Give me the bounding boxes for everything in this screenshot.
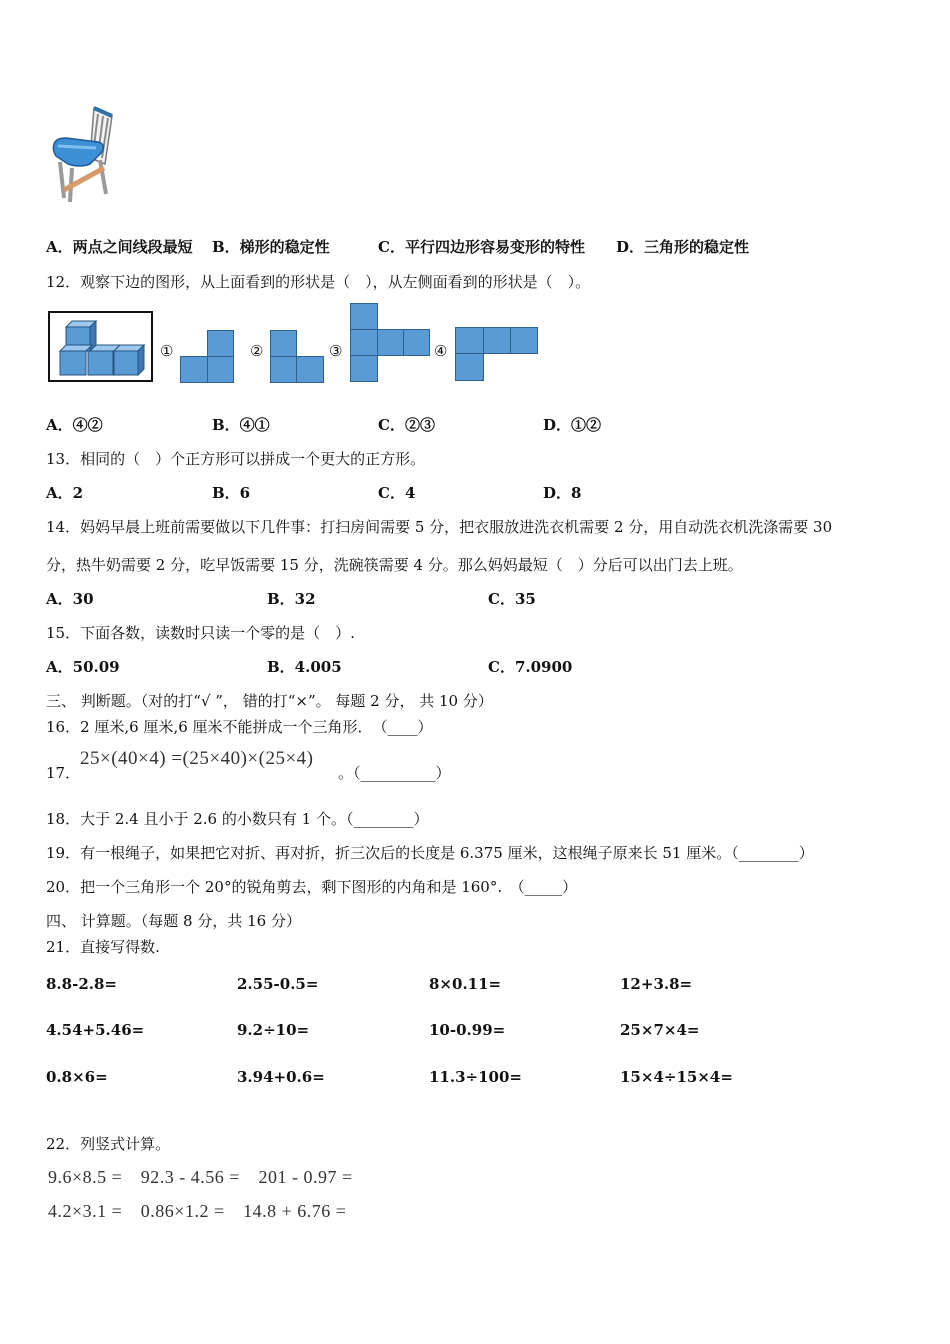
- chair-icon: [53, 108, 112, 202]
- q17-number: 17．: [46, 764, 81, 782]
- q14-line2: 分，热牛奶需要 2 分，吃早饭需要 15 分，洗碗筷需要 4 分。那么妈妈最短（ ）分后可以出门去上班。: [46, 556, 743, 574]
- q21-item: 12+3.8=: [620, 975, 693, 993]
- q14-option-c: C．35: [488, 590, 536, 608]
- q13-option-c: C．4: [378, 484, 416, 502]
- q21-item: 0.8×6=: [46, 1068, 108, 1086]
- q12-stem: 12．观察下边的图形，从上面看到的形状是（ ），从左侧面看到的形状是（ ）。: [46, 273, 591, 291]
- q13-option-b: B．6: [212, 484, 251, 502]
- q21-item: 8×0.11=: [429, 975, 502, 993]
- q19: 19．有一根绳子，如果把它对折、再对折，折三次后的长度是 6.375 厘米，这根绳子原来长 51 厘米。（________）: [46, 844, 814, 862]
- q15-stem: 15．下面各数，读数时只读一个零的是（ ）.: [46, 624, 355, 642]
- section3-title: 三、 判断题。（对的打“√ ”， 错的打“×”。 每题 2 分， 共 10 分）: [46, 692, 493, 710]
- q11-option-a: A．两点之间线段最短: [46, 238, 193, 256]
- q21-item: 25×7×4=: [620, 1021, 700, 1039]
- q21-item: 9.2÷10=: [237, 1021, 310, 1039]
- q14-option-b: B．32: [267, 590, 316, 608]
- q12-solid-figure: [48, 311, 153, 382]
- q12-label-1: ①: [160, 342, 174, 360]
- q15-option-c: C．7.0900: [488, 658, 573, 676]
- q22-line2: 4.2×3.1 = 0.86×1.2 = 14.8 + 6.76 =: [48, 1201, 347, 1221]
- q20: 20．把一个三角形一个 20°的锐角剪去，剩下图形的内角和是 160°. （_____）: [46, 878, 578, 896]
- section4-title: 四、 计算题。（每题 8 分，共 16 分）: [46, 912, 301, 930]
- q17-answer-blank: 。（__________）: [338, 764, 451, 782]
- q12-label-2: ②: [250, 342, 264, 360]
- q21-item: 4.54+5.46=: [46, 1021, 145, 1039]
- q18: 18．大于 2.4 且小于 2.6 的小数只有 1 个。（________）: [46, 810, 429, 828]
- q21-item: 11.3÷100=: [429, 1068, 522, 1086]
- q11-option-c: C．平行四边形容易变形的特性: [378, 238, 585, 256]
- q13-option-d: D．8: [543, 484, 582, 502]
- q11-option-b: B．梯形的稳定性: [212, 238, 330, 256]
- q12-label-3: ③: [329, 342, 343, 360]
- q12-option-c: C．②③: [378, 416, 435, 434]
- q11-option-d: D．三角形的稳定性: [616, 238, 750, 256]
- q21-item: 3.94+0.6=: [237, 1068, 325, 1086]
- q12-option-b: B．④①: [212, 416, 270, 434]
- q12-label-4: ④: [434, 342, 448, 360]
- q21-item: 2.55-0.5=: [237, 975, 319, 993]
- cube-stack-icon: [50, 313, 151, 380]
- q14-option-a: A．30: [46, 590, 94, 608]
- q21-item: 10-0.99=: [429, 1021, 506, 1039]
- q21-item: 8.8-2.8=: [46, 975, 117, 993]
- q22-line1: 9.6×8.5 = 92.3 - 4.56 = 201 - 0.97 =: [48, 1167, 353, 1187]
- q15-option-b: B．4.005: [267, 658, 342, 676]
- chair-illustration: [50, 102, 125, 204]
- q14-line1: 14．妈妈早晨上班前需要做以下几件事：打扫房间需要 5 分，把衣服放进洗衣机需要 2 分，用自动洗衣机洗涤需要 30: [46, 518, 833, 536]
- q13-stem: 13．相同的（ ）个正方形可以拼成一个更大的正方形。: [46, 450, 426, 468]
- q22-stem: 22．列竖式计算。: [46, 1135, 171, 1153]
- q16: 16．2 厘米,6 厘米,6 厘米不能拼成一个三角形． （____）: [46, 718, 433, 736]
- q12-option-a: A．④②: [46, 416, 103, 434]
- q21-stem: 21．直接写得数.: [46, 938, 160, 956]
- q21-item: 15×4÷15×4=: [620, 1068, 733, 1086]
- q12-option-d: D．①②: [543, 416, 602, 434]
- q17-formula: 25×(40×4) =(25×40)×(25×4): [80, 748, 314, 769]
- q15-option-a: A．50.09: [46, 658, 120, 676]
- q13-option-a: A．2: [46, 484, 84, 502]
